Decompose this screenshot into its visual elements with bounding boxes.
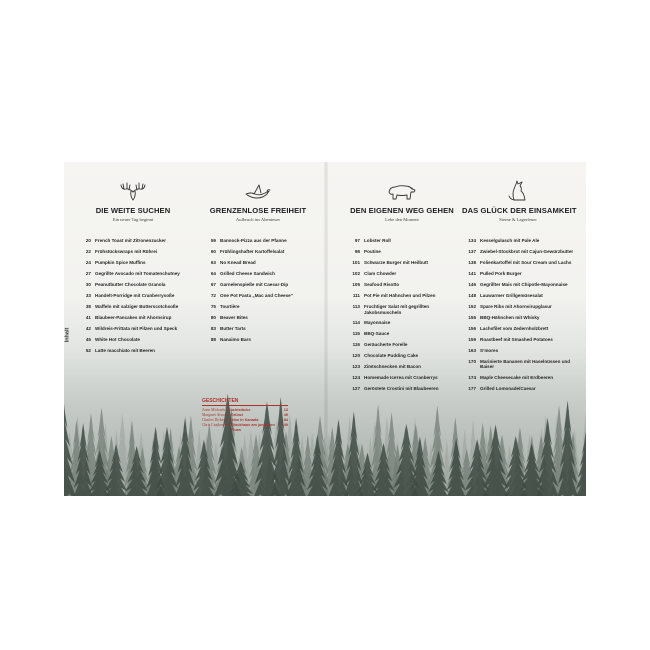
- page-number: 123: [352, 364, 360, 370]
- page-gutter: [324, 162, 328, 496]
- toc-entry: [202, 304, 314, 310]
- recipe-title: Marinierte Bananen mit Haselnüssen und Baiser: [480, 358, 571, 370]
- section-title: DEN EIGENEN WEG GEHEN: [350, 206, 454, 215]
- toc-entry: [462, 348, 574, 354]
- page-number: 80: [210, 314, 216, 320]
- page-number: 72: [210, 292, 216, 298]
- toc-entry: [462, 375, 574, 381]
- section-header: [462, 174, 577, 238]
- page-number: 60: [210, 248, 216, 254]
- section-title: GRENZENLOSE FREIHEIT: [209, 206, 307, 215]
- entry-list: [202, 238, 314, 348]
- recipe-title: Tourtière: [220, 303, 240, 309]
- recipe-title: S’mores: [480, 347, 499, 353]
- toc-entry: [77, 326, 189, 332]
- page-number: 124: [352, 375, 360, 381]
- toc-entry: [462, 304, 574, 310]
- page-number: 75: [210, 303, 216, 309]
- recipe-title: Pot Pie mit Hähnchen und Pilzen: [364, 292, 436, 298]
- toc-entry: [202, 315, 314, 321]
- section-header: [202, 174, 314, 238]
- recipe-title: Lachsfilet vom Zedernholzbrett: [480, 325, 549, 331]
- recipe-title: Homemade Iceтea mit Cranberrys: [364, 375, 438, 381]
- page-number: 98: [354, 248, 360, 254]
- page-number: 152: [468, 303, 476, 309]
- story-title: Fluchtstücke: [227, 408, 251, 412]
- section-header: [77, 174, 189, 238]
- recipe-title: Bannock-Pizza aus der Pfanne: [220, 238, 287, 243]
- bear-icon: [346, 174, 458, 202]
- toc-entry: [77, 282, 189, 288]
- book-spread: [64, 162, 586, 496]
- page-number: 156: [468, 325, 476, 331]
- page-number: 88: [210, 336, 216, 342]
- page-number: 127: [352, 386, 360, 392]
- recipe-title: BBQ-Hähnchen mit Whisky: [480, 314, 540, 320]
- page-number: 163: [468, 347, 476, 353]
- recipe-title: Maple Cheesecake mit Erdbeeren: [480, 375, 554, 381]
- toc-entry: [77, 271, 189, 277]
- story-entry: [202, 423, 288, 433]
- page-number: 114: [352, 320, 360, 326]
- recipe-title: Clam Chowder: [364, 270, 397, 276]
- recipe-title: No Knead Bread: [220, 259, 256, 265]
- toc-entry: [346, 331, 458, 337]
- toc-entry: [77, 315, 189, 321]
- toc-entry: [462, 260, 574, 266]
- toc-entry: [346, 353, 458, 359]
- page-number: 41: [85, 314, 91, 320]
- toc-entry: [202, 271, 314, 277]
- recipe-title: Chocolate Pudding Cake: [364, 353, 419, 359]
- toc-entry: [346, 304, 458, 315]
- page-number: 174: [468, 375, 476, 381]
- recipe-title: Zimtschnecken mit Bacon: [364, 364, 421, 370]
- page-number: 170: [468, 358, 476, 364]
- recipe-title: Schwarze Burger mit Heilbutt: [364, 259, 429, 265]
- toc-entry: [462, 337, 574, 343]
- moose-antlers-icon: [77, 174, 189, 202]
- recipe-title: Geräucherte Forelle: [364, 342, 408, 348]
- toc-entry: [462, 359, 574, 370]
- recipe-title: Folienkartoffel mit Sour Cream und Lachs: [480, 259, 572, 265]
- toc-entry: [202, 282, 314, 288]
- page-number: 59: [210, 238, 216, 243]
- page-number: 97: [354, 238, 360, 243]
- page-number: 111: [352, 292, 360, 298]
- page-number: 27: [85, 270, 91, 276]
- toc-entry: [77, 348, 189, 354]
- recipe-title: Butter Tarts: [220, 325, 246, 331]
- toc-entry: [346, 282, 458, 288]
- toc-entry: [346, 238, 458, 244]
- recipe-title: BBQ-Sauce: [364, 331, 390, 337]
- toc-entry: [77, 337, 189, 343]
- recipe-title: Frühstückswraps mit Rührei: [95, 248, 158, 254]
- page-number: 33: [85, 292, 91, 298]
- toc-entry: [202, 337, 314, 343]
- page-number: 24: [85, 259, 91, 265]
- section-subtitle: Sterne & Lagerfeuer: [499, 217, 537, 222]
- page-number: 102: [352, 270, 360, 276]
- toc-entry: [462, 386, 574, 392]
- section-header: [346, 174, 458, 238]
- section-title: DAS GLÜCK DER EINSAMKEIT: [462, 206, 577, 215]
- recipe-title: Lobster Roll: [364, 238, 391, 243]
- recipe-title: Frühlingshafter Kartoffelsalat: [220, 248, 285, 254]
- recipe-title: Handelt-Porridge mit Cranberrysoße: [95, 292, 175, 298]
- section-subtitle: Aufbruch ins Abenteuer: [235, 217, 281, 222]
- story-page-number: 13: [283, 408, 288, 412]
- recipe-title: Pumpkin Spice Muffins: [95, 259, 146, 265]
- recipe-title: Kesselgulasch mit Pale Ale: [480, 238, 540, 243]
- recipe-title: Gegrillte Avocado mit Tomatenchutney: [95, 270, 180, 276]
- toc-entry: [346, 249, 458, 255]
- story-author: Margaret Atwood: [202, 413, 229, 417]
- page-number: 83: [210, 325, 216, 331]
- story-page-number: 49: [283, 413, 288, 417]
- toc-entry: [77, 304, 189, 310]
- toc-entry: [202, 260, 314, 266]
- entry-list: [346, 238, 458, 397]
- story-title: Blockhaus am jungenen Fluss: [231, 423, 275, 432]
- page-number: 116: [352, 342, 360, 348]
- section-subtitle: Lebe den Moment: [385, 217, 419, 222]
- page-number: 101: [352, 259, 360, 265]
- recipe-title: French Toast mit Zitronenzucker: [95, 238, 166, 243]
- section-column-1: [77, 174, 189, 353]
- page-number: 22: [85, 248, 91, 254]
- side-label: Inhalt: [64, 327, 71, 343]
- stories-box: [202, 398, 288, 433]
- page-number: 63: [210, 259, 216, 265]
- page-number: 105: [352, 281, 360, 287]
- story-author: Charles Dickens: [202, 418, 227, 422]
- toc-entry: [346, 342, 458, 348]
- recipe-title: Waffeln mit salziger Butterscotchsoße: [95, 303, 179, 309]
- page-number: 115: [352, 331, 360, 337]
- toc-entry: [77, 293, 189, 299]
- page-number: 137: [468, 248, 476, 254]
- recipe-title: White Hot Chocolate: [95, 336, 140, 342]
- toc-entry: [202, 238, 314, 244]
- page-number: 134: [468, 238, 476, 243]
- entry-list: [462, 238, 574, 397]
- story-page-number: 149: [281, 423, 288, 427]
- flying-duck-icon: [202, 174, 314, 202]
- page-number: 159: [468, 336, 476, 342]
- page-number: 20: [85, 238, 91, 243]
- page-number: 146: [468, 281, 476, 287]
- recipe-title: Mayonnaise: [364, 320, 391, 326]
- page-number: 45: [85, 336, 91, 342]
- wolf-howling-icon: [462, 174, 574, 202]
- recipe-title: Spare Ribs mit Ahornsirupglasur: [480, 303, 552, 309]
- recipe-title: Poutine: [364, 248, 381, 254]
- toc-entry: [346, 375, 458, 381]
- page-number: 52: [85, 347, 91, 353]
- recipe-title: Grilled Cheese Sandwich: [220, 270, 275, 276]
- page-number: 30: [85, 281, 91, 287]
- page-number: 64: [210, 270, 216, 276]
- recipe-title: Wildreis-Frittata mit Pilzen und Speck: [95, 325, 178, 331]
- stories-list: [202, 408, 288, 433]
- toc-entry: [462, 271, 574, 277]
- recipe-title: Garnelenspieße mit Caesar-Dip: [220, 281, 289, 287]
- toc-entry: [462, 282, 574, 288]
- story-title: Grünzi: [230, 413, 243, 417]
- page-number: 120: [352, 353, 360, 359]
- story-page-number: 84: [283, 418, 288, 422]
- recipe-title: Nanaimo Bars: [220, 336, 251, 342]
- page-number: 113: [352, 303, 360, 309]
- toc-entry: [462, 249, 574, 255]
- recipe-title: Geröstete Crostini mit Blaubeeren: [364, 386, 439, 392]
- story-title: Reise in Kanada: [229, 418, 259, 422]
- recipe-title: Peanutbutter Chocolate Granola: [95, 281, 166, 287]
- recipe-title: One Pot Pasta „Mac and Cheese“: [220, 292, 294, 298]
- section-column-4: [462, 174, 577, 392]
- toc-entry: [346, 364, 458, 370]
- toc-entry: [77, 249, 189, 255]
- page-number: 38: [85, 303, 91, 309]
- page-number: 138: [468, 259, 476, 265]
- recipe-title: Grilled Lomonade/Caesar: [480, 386, 536, 392]
- toc-entry: [346, 271, 458, 277]
- section-subtitle: Ein neuer Tag beginnt: [112, 217, 154, 222]
- recipe-title: Pulled Pork Burger: [480, 270, 522, 276]
- page-number: 155: [468, 314, 476, 320]
- toc-entry: [202, 326, 314, 332]
- page-number: 148: [468, 292, 476, 298]
- page-number: 42: [85, 325, 91, 331]
- toc-entry: [202, 293, 314, 299]
- section-column-3: [346, 174, 458, 392]
- recipe-title: Blaubeer-Pancakes mit Ahornsirup: [95, 314, 172, 320]
- toc-entry: [346, 260, 458, 266]
- toc-entry: [462, 293, 574, 299]
- toc-entry: [346, 386, 458, 392]
- page-number: 141: [468, 270, 476, 276]
- story-author: Chris Czajkowski: [202, 423, 230, 427]
- toc-entry: [77, 238, 189, 244]
- recipe-title: Zwiebel-Stockbrot mit Cajun-Gewürzbutter: [480, 248, 574, 254]
- toc-entry: [462, 326, 574, 332]
- recipe-title: Gegrillter Mais mit Chipotle-Mayonnaise: [480, 281, 568, 287]
- toc-entry: [346, 320, 458, 326]
- stories-heading: GESCHICHTEN: [202, 398, 288, 406]
- toc-entry: [346, 293, 458, 299]
- page-number: 67: [210, 281, 216, 287]
- toc-entry: [202, 249, 314, 255]
- toc-entry: [462, 238, 574, 244]
- section-column-2: [202, 174, 314, 432]
- recipe-title: Seafood Risotto: [364, 281, 400, 287]
- recipe-title: Lauwarmer Grillgemüsesalat: [480, 292, 543, 298]
- toc-entry: [77, 260, 189, 266]
- section-title: DIE WEITE SUCHEN: [95, 206, 171, 215]
- toc-entry: [462, 315, 574, 321]
- recipe-title: Latte macchiato mit Beeren: [95, 347, 155, 353]
- entry-list: [77, 238, 189, 359]
- recipe-title: Beaver Bites: [220, 314, 248, 320]
- page-number: 177: [468, 386, 476, 392]
- story-author: Anne Michaels: [202, 408, 226, 412]
- recipe-title: Roastbeef mit Smashed Potatoes: [480, 336, 553, 342]
- recipe-title: Fruchtiger Salat mit gegrillten Jakobsmuscheln: [364, 303, 430, 315]
